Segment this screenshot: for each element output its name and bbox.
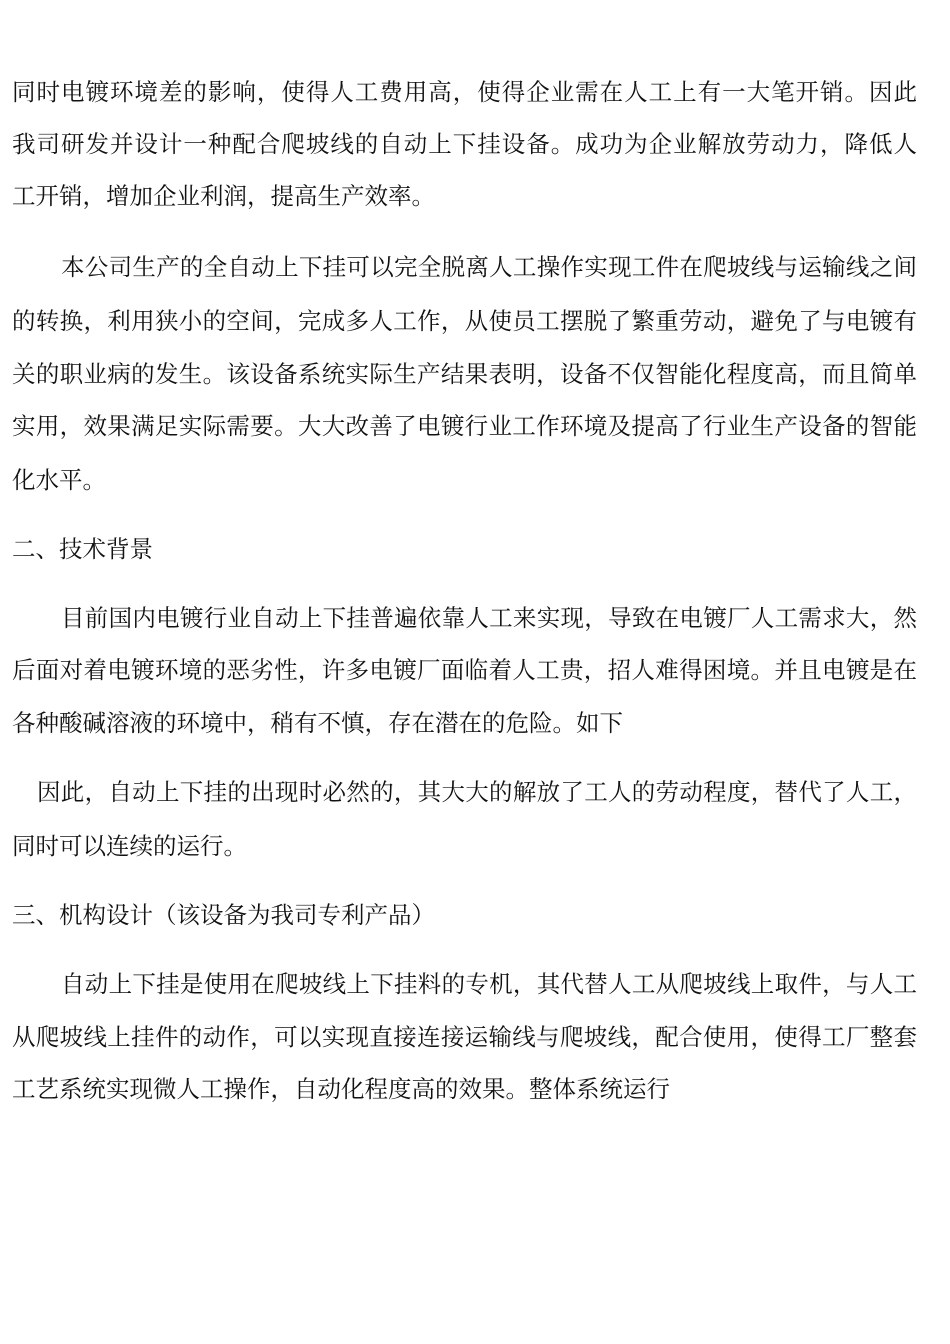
paragraph-line: 从爬坡线上挂件的动作，可以实现直接连接运输线与爬坡线，配合使用，使得工厂整套 bbox=[12, 1023, 917, 1051]
paragraph-line: 各种酸碱溶液的环境中，稍有不慎，存在潜在的危险。如下 bbox=[12, 709, 623, 737]
paragraph-line: 的转换，利用狭小的空间，完成多人工作，从使员工摆脱了繁重劳动，避免了与电镀有 bbox=[12, 307, 917, 335]
paragraph-line: 同时可以连续的运行。 bbox=[12, 832, 247, 860]
paragraph-line: 本公司生产的全自动上下挂可以完全脱离人工操作实现工件在爬坡线与运输线之间 bbox=[61, 253, 917, 281]
paragraph-line: 化水平。 bbox=[12, 466, 106, 494]
paragraph-line: 关的职业病的发生。该设备系统实际生产结果表明，设备不仅智能化程度高，而且简单 bbox=[12, 360, 917, 388]
paragraph-line: 工开销，增加企业利润，提高生产效率。 bbox=[12, 182, 435, 210]
section-three-heading: 三、机构设计（该设备为我司专利产品） bbox=[12, 901, 435, 929]
paragraph-line: 实用，效果满足实际需要。大大改善了电镀行业工作环境及提高了行业生产设备的智能 bbox=[12, 412, 917, 440]
paragraph-line: 同时电镀环境差的影响，使得人工费用高，使得企业需在人工上有一大笔开销。因此 bbox=[12, 78, 917, 106]
paragraph-line: 我司研发并设计一种配合爬坡线的自动上下挂设备。成功为企业解放劳动力，降低人 bbox=[12, 130, 917, 158]
paragraph-line: 因此，自动上下挂的出现时必然的，其大大的解放了工人的劳动程度，替代了人工， bbox=[37, 778, 917, 806]
section-two-heading: 二、技术背景 bbox=[12, 535, 153, 563]
paragraph-line: 目前国内电镀行业自动上下挂普遍依靠人工来实现，导致在电镀厂人工需求大，然 bbox=[61, 604, 917, 632]
paragraph-line: 自动上下挂是使用在爬坡线上下挂料的专机，其代替人工从爬坡线上取件，与人工 bbox=[61, 970, 917, 998]
paragraph-line: 后面对着电镀环境的恶劣性，许多电镀厂面临着人工贵，招人难得困境。并且电镀是在 bbox=[12, 656, 917, 684]
paragraph-line: 工艺系统实现微人工操作，自动化程度高的效果。整体系统运行 bbox=[12, 1075, 670, 1103]
